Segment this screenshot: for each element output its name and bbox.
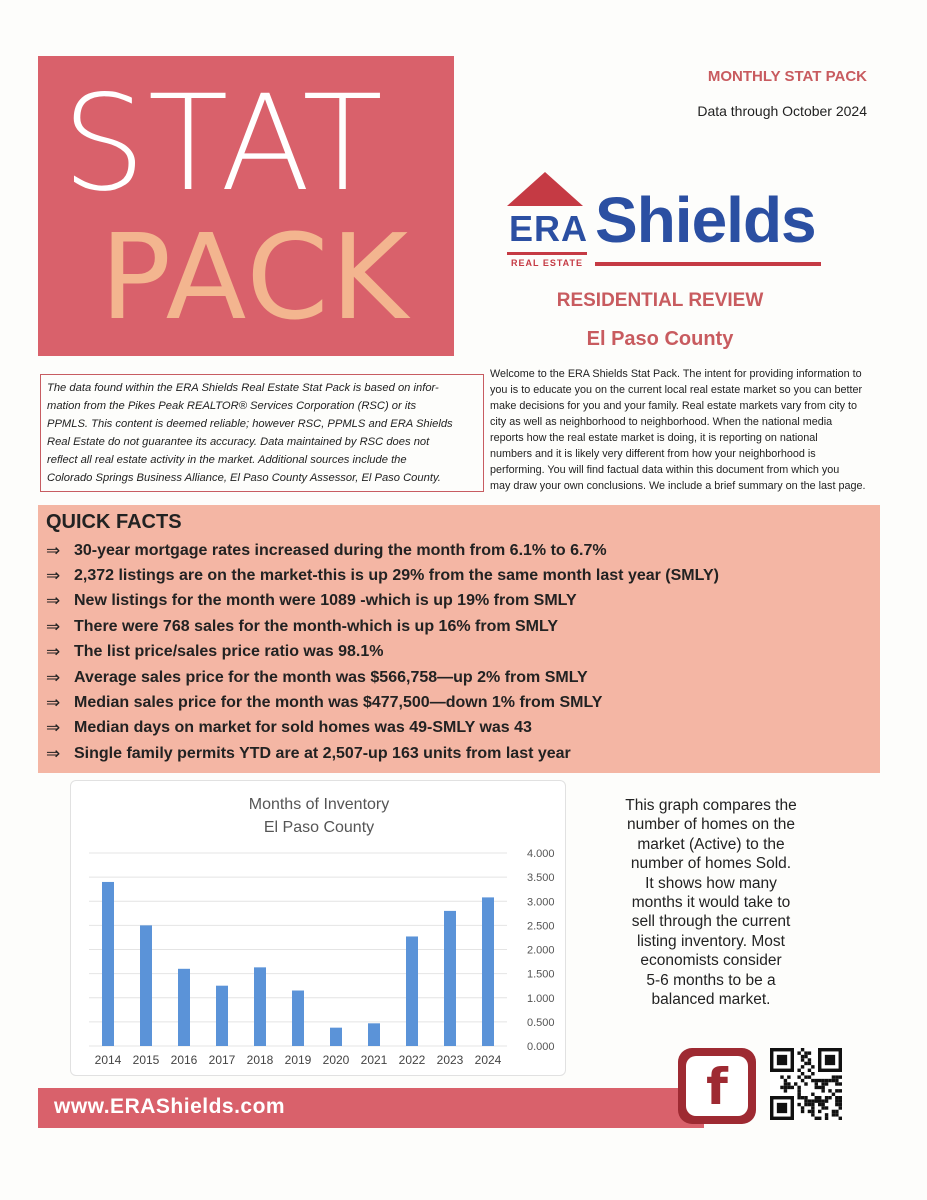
welcome-line: city as well as neighborhood to neighborhood. When the national media bbox=[490, 416, 833, 428]
bar-2023 bbox=[444, 911, 456, 1046]
qr-module bbox=[808, 1075, 811, 1078]
bar-2020 bbox=[330, 1028, 342, 1046]
qr-module bbox=[832, 1113, 835, 1116]
arrow-right-icon: ⇒ bbox=[46, 566, 61, 586]
quick-fact-item bbox=[46, 690, 874, 715]
x-tick-label: 2015 bbox=[132, 1053, 160, 1067]
qr-module bbox=[839, 1075, 842, 1078]
qr-module bbox=[815, 1082, 818, 1085]
qr-module bbox=[804, 1099, 807, 1102]
welcome-line: you is to educate you on the current local real estate market so you can better bbox=[490, 384, 863, 396]
qr-module bbox=[815, 1079, 818, 1082]
qr-module bbox=[832, 1110, 835, 1113]
monthly-stat-pack-label: MONTHLY STAT PACK bbox=[707, 68, 867, 85]
qr-module bbox=[832, 1093, 835, 1096]
arrow-right-icon: ⇒ bbox=[46, 743, 61, 763]
qr-module bbox=[839, 1082, 842, 1085]
qr-module bbox=[835, 1096, 838, 1099]
graph-description bbox=[606, 796, 816, 1009]
x-tick-label: 2017 bbox=[208, 1053, 236, 1067]
y-tick-label: 4.000 bbox=[527, 848, 555, 860]
qr-module bbox=[835, 1099, 838, 1102]
qr-module bbox=[835, 1113, 838, 1116]
arrow-right-icon: ⇒ bbox=[46, 540, 61, 560]
qr-module bbox=[794, 1082, 797, 1085]
qr-module bbox=[811, 1113, 814, 1116]
logo-real-estate-text: REAL ESTATE bbox=[511, 258, 584, 268]
qr-module bbox=[804, 1096, 807, 1099]
footer-bar bbox=[38, 1088, 704, 1128]
quick-fact-text: 30-year mortgage rates increased during the month from 6.1% to 6.7% bbox=[74, 541, 607, 559]
qr-module bbox=[821, 1086, 824, 1089]
facebook-icon[interactable] bbox=[678, 1048, 756, 1124]
qr-module bbox=[818, 1086, 821, 1089]
disclaimer-line: PPMLS. This content is deemed reliable; however RSC, PPMLS and ERA Shields bbox=[47, 418, 453, 430]
welcome-line: make decisions for you and your family. Real estate markets vary from city to bbox=[490, 400, 858, 412]
bar-2024 bbox=[482, 897, 494, 1046]
bar-2019 bbox=[292, 991, 304, 1046]
x-tick-label: 2016 bbox=[170, 1053, 198, 1067]
bar-2017 bbox=[216, 986, 228, 1046]
qr-module bbox=[839, 1117, 842, 1120]
qr-module bbox=[818, 1117, 821, 1120]
quick-fact-text: New listings for the month were 1089 -which is up 19% from SMLY bbox=[74, 592, 577, 610]
qr-module bbox=[811, 1110, 814, 1113]
quick-fact-item bbox=[46, 640, 874, 665]
arrow-right-icon: ⇒ bbox=[46, 667, 61, 687]
qr-module bbox=[808, 1058, 811, 1061]
qr-module bbox=[815, 1096, 818, 1099]
qr-module bbox=[818, 1096, 821, 1099]
qr-module bbox=[839, 1096, 842, 1099]
quick-facts-title: QUICK FACTS bbox=[46, 511, 182, 533]
bar-2022 bbox=[406, 936, 418, 1046]
qr-module bbox=[811, 1106, 814, 1109]
bar-2014 bbox=[102, 882, 114, 1046]
qr-module bbox=[804, 1062, 807, 1065]
qr-module bbox=[835, 1079, 838, 1082]
qr-module bbox=[815, 1086, 818, 1089]
bar-2016 bbox=[178, 969, 190, 1046]
qr-code-icon[interactable] bbox=[770, 1048, 842, 1120]
era-shields-logo bbox=[505, 172, 825, 277]
y-tick-label: 3.500 bbox=[527, 872, 555, 885]
qr-module bbox=[828, 1096, 831, 1099]
quick-fact-item bbox=[46, 563, 874, 588]
qr-module bbox=[797, 1075, 800, 1078]
qr-module bbox=[804, 1082, 807, 1085]
qr-module bbox=[818, 1103, 821, 1106]
qr-module bbox=[818, 1079, 821, 1082]
qr-module bbox=[825, 1079, 828, 1082]
quick-fact-item bbox=[46, 538, 874, 563]
qr-module bbox=[839, 1089, 842, 1092]
qr-module bbox=[821, 1079, 824, 1082]
qr-module bbox=[821, 1099, 824, 1102]
qr-module bbox=[801, 1058, 804, 1061]
quick-fact-text: 2,372 listings are on the market-this is up 29% from the same month last year (SMLY) bbox=[74, 567, 719, 585]
qr-module bbox=[825, 1117, 828, 1120]
qr-module bbox=[825, 1055, 835, 1065]
logo-roof-icon bbox=[507, 172, 583, 206]
facebook-glyph: f bbox=[706, 1058, 728, 1116]
graph-description-line: sell through the current bbox=[631, 913, 791, 931]
qr-module bbox=[784, 1089, 787, 1092]
residential-review-title: RESIDENTIAL REVIEW bbox=[556, 290, 764, 311]
qr-module bbox=[801, 1072, 804, 1075]
qr-module bbox=[787, 1082, 790, 1085]
graph-description-line: number of homes on the bbox=[626, 816, 796, 834]
graph-description-line: months it would take to bbox=[631, 894, 791, 912]
qr-module bbox=[784, 1086, 787, 1089]
qr-module bbox=[835, 1103, 838, 1106]
qr-module bbox=[808, 1103, 811, 1106]
qr-module bbox=[835, 1082, 838, 1085]
qr-module bbox=[808, 1110, 811, 1113]
qr-module bbox=[801, 1055, 804, 1058]
x-tick-label: 2019 bbox=[284, 1053, 312, 1067]
logo-underline bbox=[595, 262, 821, 266]
logo-shields-text: Shields bbox=[595, 184, 816, 256]
qr-module bbox=[797, 1051, 800, 1054]
qr-module bbox=[839, 1099, 842, 1102]
qr-module bbox=[811, 1099, 814, 1102]
qr-module bbox=[797, 1069, 800, 1072]
bar-2021 bbox=[368, 1023, 380, 1046]
qr-code-graphic bbox=[770, 1048, 842, 1120]
qr-module bbox=[797, 1089, 800, 1092]
qr-module bbox=[825, 1096, 828, 1099]
graph-description-line: market (Active) to the bbox=[637, 835, 785, 853]
stat-pack-hero bbox=[38, 56, 454, 356]
data-through-date: Data through October 2024 bbox=[697, 103, 867, 119]
qr-module bbox=[801, 1065, 804, 1068]
arrow-right-icon: ⇒ bbox=[46, 616, 61, 636]
county-title: El Paso County bbox=[586, 328, 734, 350]
welcome-line: numbers and it is likely very different from how your neighborhood is bbox=[490, 448, 816, 460]
qr-module bbox=[787, 1075, 790, 1078]
y-tick-label: 0.000 bbox=[527, 1041, 555, 1053]
welcome-text bbox=[490, 366, 886, 494]
graph-description-line: This graph compares the bbox=[625, 797, 797, 814]
x-tick-label: 2023 bbox=[436, 1053, 464, 1067]
welcome-line: performing. You will find factual data within this document from which you bbox=[490, 464, 840, 476]
qr-module bbox=[777, 1055, 787, 1065]
qr-module bbox=[825, 1099, 828, 1102]
qr-module bbox=[811, 1065, 814, 1068]
qr-module bbox=[797, 1096, 800, 1099]
bar-2018 bbox=[254, 967, 266, 1046]
qr-module bbox=[797, 1086, 800, 1089]
qr-module bbox=[784, 1079, 787, 1082]
qr-module bbox=[811, 1079, 814, 1082]
qr-module bbox=[801, 1096, 804, 1099]
quick-fact-item bbox=[46, 716, 874, 741]
qr-module bbox=[801, 1110, 804, 1113]
qr-module bbox=[804, 1051, 807, 1054]
qr-module bbox=[821, 1106, 824, 1109]
qr-module bbox=[839, 1106, 842, 1109]
quick-fact-item bbox=[46, 741, 874, 766]
qr-module bbox=[832, 1075, 835, 1078]
website-link[interactable]: www.ERAShields.com bbox=[54, 1095, 286, 1118]
qr-module bbox=[780, 1075, 783, 1078]
quick-fact-text: Median sales price for the month was $477,500—down 1% from SMLY bbox=[74, 694, 603, 712]
y-tick-label: 2.500 bbox=[527, 920, 555, 933]
qr-module bbox=[801, 1048, 804, 1051]
qr-module bbox=[815, 1117, 818, 1120]
graph-description-line: economists consider bbox=[640, 952, 782, 970]
qr-module bbox=[835, 1075, 838, 1078]
disclaimer-line: reflect all real estate activity in the market. Additional sources include the bbox=[47, 454, 407, 466]
x-tick-label: 2021 bbox=[360, 1053, 388, 1067]
qr-module bbox=[811, 1103, 814, 1106]
months-of-inventory-chart bbox=[70, 780, 566, 1076]
qr-module bbox=[808, 1051, 811, 1054]
qr-module bbox=[821, 1082, 824, 1085]
qr-module bbox=[839, 1103, 842, 1106]
logo-divider bbox=[507, 252, 587, 255]
y-tick-label: 3.000 bbox=[527, 896, 555, 909]
disclaimer-box bbox=[40, 374, 484, 492]
arrow-right-icon: ⇒ bbox=[46, 718, 61, 738]
quick-fact-text: Median days on market for sold homes was 49-SMLY was 43 bbox=[74, 719, 532, 737]
graph-description-line: number of homes Sold. bbox=[630, 855, 792, 873]
disclaimer-line: The data found within the ERA Shields Real Estate Stat Pack is based on infor- bbox=[47, 382, 439, 394]
quick-fact-text: The list price/sales price ratio was 98.1% bbox=[74, 643, 384, 661]
qr-module bbox=[777, 1103, 787, 1113]
qr-module bbox=[821, 1103, 824, 1106]
qr-module bbox=[818, 1099, 821, 1102]
chart-svg bbox=[71, 781, 567, 1077]
qr-module bbox=[808, 1099, 811, 1102]
qr-module bbox=[797, 1103, 800, 1106]
chart-title: Months of Inventory bbox=[248, 796, 390, 813]
qr-module bbox=[784, 1082, 787, 1085]
y-tick-label: 2.000 bbox=[527, 944, 555, 957]
welcome-line: may draw your own conclusions. We include a brief summary on the last page. bbox=[490, 480, 866, 492]
welcome-line: Welcome to the ERA Shields Stat Pack. The intent for providing information to bbox=[490, 368, 862, 380]
qr-module bbox=[815, 1099, 818, 1102]
qr-module bbox=[835, 1089, 838, 1092]
qr-module bbox=[821, 1089, 824, 1092]
graph-description-line: balanced market. bbox=[651, 991, 771, 1009]
y-tick-label: 1.500 bbox=[527, 968, 555, 981]
qr-module bbox=[825, 1082, 828, 1085]
x-tick-label: 2018 bbox=[246, 1053, 274, 1067]
quick-fact-item bbox=[46, 665, 874, 690]
bar-2015 bbox=[140, 925, 152, 1046]
qr-module bbox=[801, 1106, 804, 1109]
qr-module bbox=[828, 1089, 831, 1092]
disclaimer-line: Colorado Springs Business Alliance, El Paso County Assessor, El Paso County. bbox=[47, 472, 441, 484]
hero-pack-text: PACK bbox=[100, 208, 411, 346]
chart-subtitle: El Paso County bbox=[263, 819, 375, 836]
qr-module bbox=[835, 1110, 838, 1113]
qr-module bbox=[791, 1086, 794, 1089]
quick-fact-item bbox=[46, 589, 874, 614]
welcome-line: reports how the real estate market is doing, it is reporting on national bbox=[490, 432, 818, 444]
qr-module bbox=[808, 1069, 811, 1072]
y-tick-label: 0.500 bbox=[527, 1016, 555, 1029]
quick-fact-text: Average sales price for the month was $566,758—up 2% from SMLY bbox=[74, 668, 588, 686]
arrow-right-icon: ⇒ bbox=[46, 591, 61, 611]
graph-description-line: 5-6 months to be a bbox=[646, 971, 776, 989]
qr-module bbox=[825, 1113, 828, 1116]
graph-description-line: listing inventory. Most bbox=[637, 932, 785, 950]
quick-facts-panel bbox=[38, 505, 880, 773]
arrow-right-icon: ⇒ bbox=[46, 693, 61, 713]
qr-module bbox=[832, 1079, 835, 1082]
qr-module bbox=[828, 1079, 831, 1082]
qr-module bbox=[811, 1072, 814, 1075]
x-tick-label: 2020 bbox=[322, 1053, 350, 1067]
disclaimer-line: mation from the Pikes Peak REALTOR® Services Corporation (RSC) or its bbox=[47, 400, 417, 412]
qr-module bbox=[804, 1055, 807, 1058]
y-tick-label: 1.000 bbox=[527, 992, 555, 1005]
qr-module bbox=[787, 1086, 790, 1089]
logo-era-text: ERA bbox=[509, 208, 589, 249]
quick-fact-item bbox=[46, 614, 874, 639]
qr-module bbox=[801, 1079, 804, 1082]
arrow-right-icon: ⇒ bbox=[46, 642, 61, 662]
qr-module bbox=[804, 1103, 807, 1106]
qr-module bbox=[811, 1093, 814, 1096]
qr-module bbox=[804, 1075, 807, 1078]
x-tick-label: 2022 bbox=[398, 1053, 426, 1067]
x-tick-label: 2014 bbox=[94, 1053, 122, 1067]
disclaimer-line: Real Estate do not guarantee its accuracy. Data maintained by RSC does not bbox=[47, 436, 430, 448]
x-tick-label: 2024 bbox=[474, 1053, 502, 1067]
qr-module bbox=[818, 1110, 821, 1113]
graph-description-line: It shows how many bbox=[645, 874, 777, 892]
qr-module bbox=[797, 1093, 800, 1096]
qr-module bbox=[825, 1106, 828, 1109]
quick-fact-text: There were 768 sales for the month-which is up 16% from SMLY bbox=[74, 617, 558, 635]
hero-stat-text: STAT bbox=[62, 67, 385, 221]
qr-module bbox=[780, 1086, 783, 1089]
quick-fact-text: Single family permits YTD are at 2,507-up 163 units from last year bbox=[74, 744, 571, 762]
qr-module bbox=[808, 1062, 811, 1065]
